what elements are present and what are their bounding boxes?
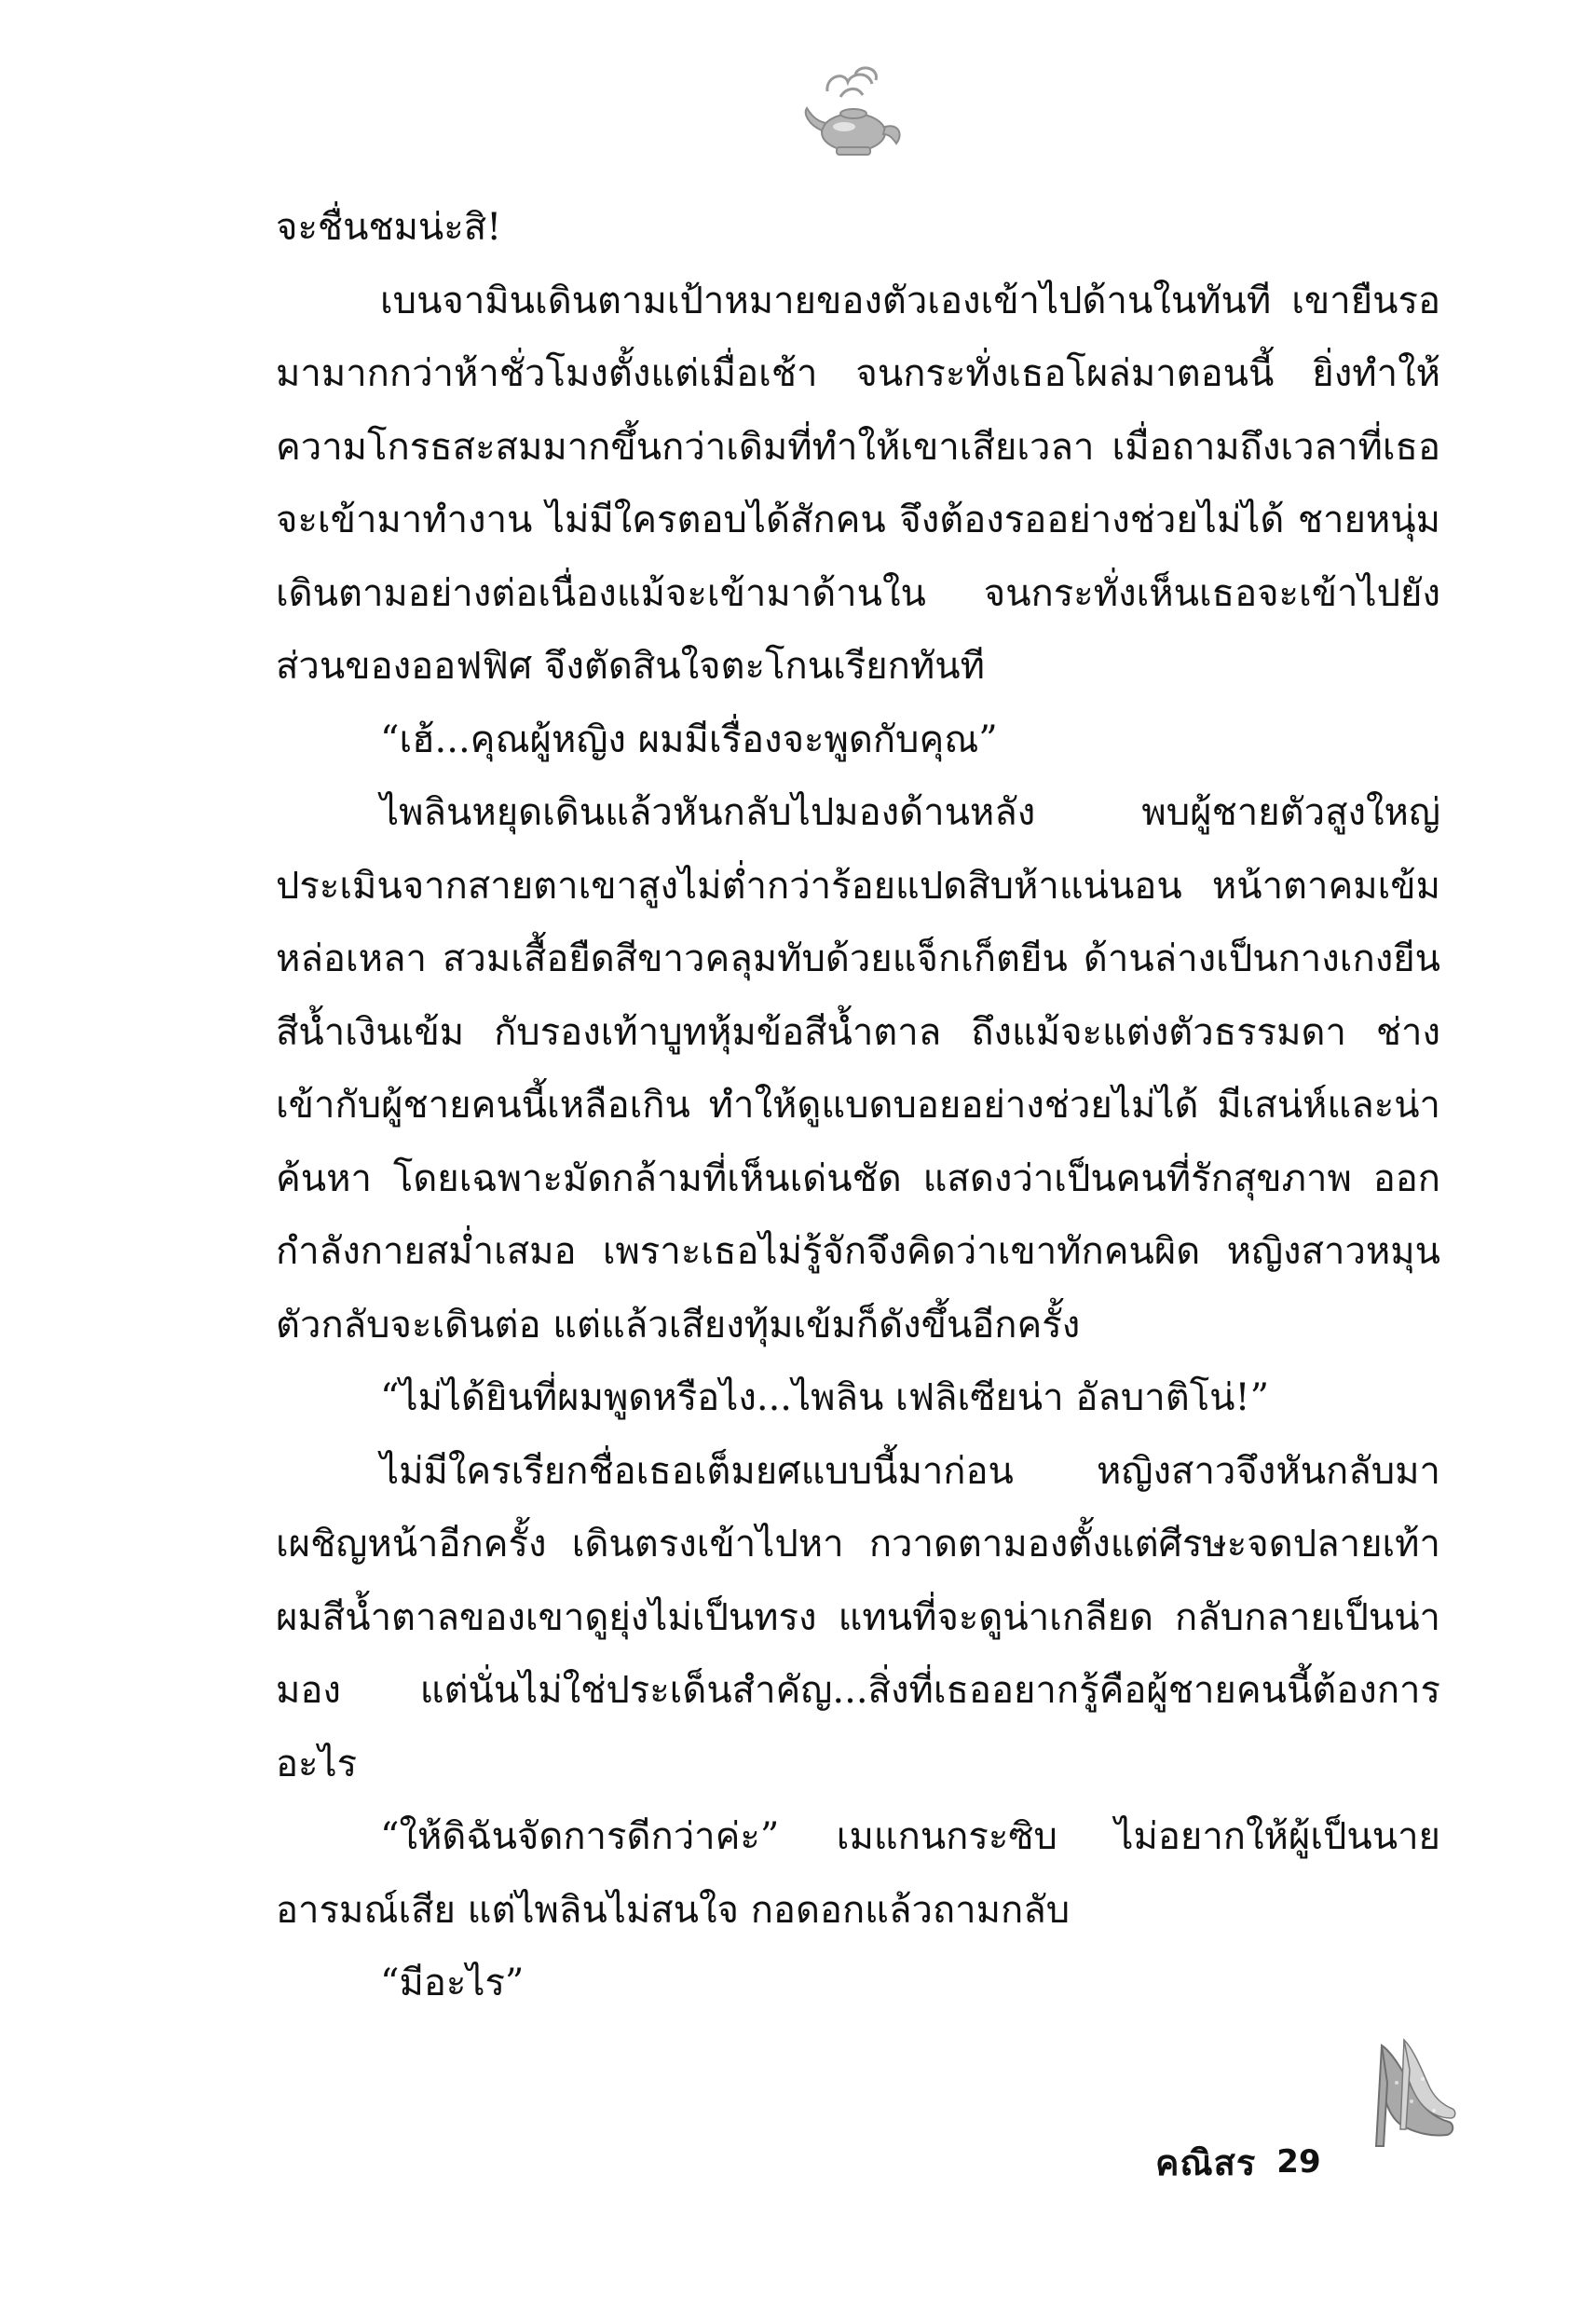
paragraph: ไม่มีใครเรียกชื่อเธอเต็มยศแบบนี้มาก่อน หญิงสาวจึงหันกลับมาเผชิญหน้าอีกครั้ง เดินตรงเข้าไปหา กวาดตามองตั้งแต่ศีรษะจดปลายเท้า ผมสีน้ำตาลของเขาดูยุ่งไม่เป็นทรง แทนที่จะดูน่าเกลียด กลับกลายเป็นน่ามอง แต่นั่นไม่ใช่ประเด็นสำคัญ...สิ่งที่เธออยากรู้คือผู้ชายคนนี้ต้องการอะไร bbox=[276, 1449, 1440, 1785]
paragraph: “เฮ้...คุณผู้หญิง ผมมีเรื่องจะพูดกับคุณ” bbox=[380, 718, 998, 761]
author-name: คณิสร bbox=[1155, 2141, 1257, 2183]
paragraph: ไพลินหยุดเดินแล้วหันกลับไปมองด้านหลัง พบผู้ชายตัวสูงใหญ่ประเมินจากสายตาเขาสูงไม่ต่ำกว่าร้อยแปดสิบห้าแน่นอน หน้าตาคมเข้มหล่อเหลา สวมเสื้อยืดสีขาวคลุมทับด้วยแจ็กเก็ตยีน ด้านล่างเป็นกางเกงยีนสีน้ำเงินเข้ม กับรองเท้าบูทหุ้มข้อสีน้ำตาล ถึงแม้จะแต่งตัวธรรมดา ช่างเข้ากับผู้ชายคนนี้เหลือเกิน ทำให้ดูแบดบอยอย่างช่วยไม่ได้ มีเสน่ห์และน่าค้นหา โดยเฉพาะมัดกล้ามที่เห็นเด่นชัด แสดงว่าเป็นคนที่รักสุขภาพ ออกกำลังกายสม่ำเสมอ เพราะเธอไม่รู้จักจึงคิดว่าเขาทักคนผิด หญิงสาวหมุนตัวกลับจะเดินต่อ แต่แล้วเสียงทุ้มเข้มก็ดังขึ้นอีกครั้ง bbox=[276, 791, 1440, 1347]
paragraph: “มีอะไร” bbox=[380, 1962, 525, 2004]
body-text bbox=[276, 191, 1440, 2020]
paragraph: จะชื่นชมน่ะสิ! bbox=[276, 206, 502, 249]
paragraph: “ไม่ได้ยินที่ผมพูดหรือไง...ไพลิน เฟลิเซียน่า อัลบาติโน่!” bbox=[380, 1376, 1270, 1419]
page-footer bbox=[1155, 2134, 1321, 2190]
paragraph: “ให้ดิฉันจัดการดีกว่าค่ะ” เมแกนกระซิบ ไม่อยากให้ผู้เป็นนายอารมณ์เสีย แต่ไพลินไม่สนใจ กอดอกแล้วถามกลับ bbox=[276, 1815, 1440, 1932]
teapot-ornament-icon bbox=[799, 65, 911, 168]
page-number: 29 bbox=[1276, 2143, 1321, 2181]
paragraph: เบนจามินเดินตามเป้าหมายของตัวเองเข้าไปด้านในทันที เขายืนรอมามากกว่าห้าชั่วโมงตั้งแต่เมื่อเช้า จนกระทั่งเธอโผล่มาตอนนี้ ยิ่งทำให้ความโกรธสะสมมากขึ้นกว่าเดิมที่ทำให้เขาเสียเวลา เมื่อถามถึงเวลาที่เธอจะเข้ามาทำงาน ไม่มีใครตอบได้สักคน จึงต้องรออย่างช่วยไม่ได้ ชายหนุ่มเดินตามอย่างต่อเนื่องแม้จะเข้ามาด้านใน จนกระทั่งเห็นเธอจะเข้าไปยังส่วนของออฟฟิศ จึงตัดสินใจตะโกนเรียกทันที bbox=[276, 279, 1440, 688]
high-heel-shoe-icon bbox=[1356, 2036, 1458, 2157]
